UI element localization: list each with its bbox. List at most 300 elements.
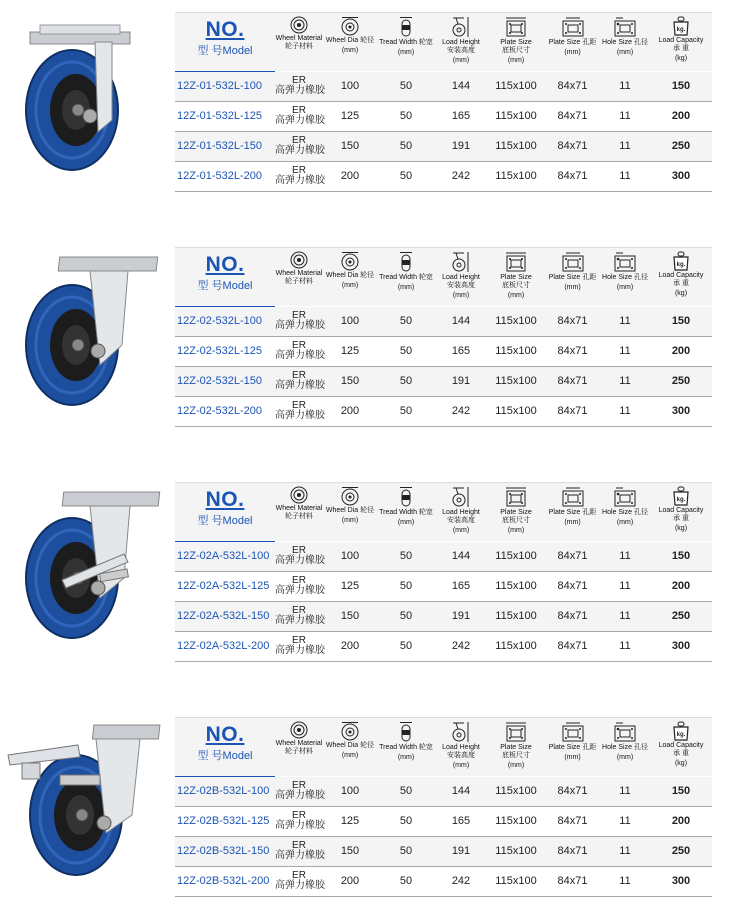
header-unit: (mm): [616, 49, 634, 56]
header-hole_plate: [545, 483, 600, 541]
material-name: 高弹力橡胶: [275, 145, 325, 156]
dia-cell: 125: [340, 815, 360, 827]
wheel-material-cell: [275, 837, 323, 866]
hole-plate-cell: 84x71: [557, 610, 588, 622]
model-number: 12Z-02B-532L-125: [177, 815, 270, 827]
plate-size-icon: [487, 721, 545, 743]
wheel-dia-icon: [323, 486, 377, 506]
hole-plate-cell: 84x71: [557, 140, 588, 152]
svg-text:kg.: kg.: [676, 262, 686, 268]
height-cell: 165: [451, 815, 471, 827]
table-row: [175, 162, 712, 192]
header-dia: [323, 483, 377, 541]
plate-cell: 115x100: [495, 375, 537, 387]
load-capacity-icon: [650, 16, 712, 36]
header-label: Load Capacity: [658, 272, 704, 279]
material-name: 高弹力橡胶: [275, 175, 325, 186]
spec-table: [175, 12, 712, 186]
material-name: 高弹力橡胶: [275, 115, 325, 126]
tread-cell: 50: [399, 375, 413, 387]
material-name: 高弹力橡胶: [275, 615, 325, 626]
plate-cell: 115x100: [495, 405, 537, 417]
material-name: 高弹力橡胶: [275, 820, 325, 831]
header-label: Load Capacity: [658, 37, 704, 44]
dia-cell: 150: [340, 845, 360, 857]
dia-cell: 200: [340, 170, 360, 182]
material-name: 高弹力橡胶: [275, 645, 325, 656]
header-label: Plate Size: [500, 744, 532, 751]
header-unit: (mm): [397, 519, 415, 526]
header-unit: (mm): [341, 752, 359, 759]
header-sublabel: 承 重: [673, 515, 689, 522]
model-header: [175, 248, 275, 306]
tread-cell: 50: [399, 580, 413, 592]
model-number: 12Z-02A-532L-125: [177, 580, 270, 592]
header-material: [275, 483, 323, 541]
tread-cell: 50: [399, 785, 413, 797]
hole-cell: 11: [619, 345, 631, 357]
height-cell: 144: [451, 315, 471, 327]
tread-cell: 50: [399, 170, 413, 182]
wheel-material-cell: [275, 72, 323, 101]
load-cell: 300: [671, 170, 691, 182]
dia-cell: 100: [340, 550, 360, 562]
model-number: 12Z-02B-532L-100: [177, 785, 270, 797]
tread-cell: 50: [399, 345, 413, 357]
hole-cell: 11: [619, 550, 631, 562]
no-title: NO.: [205, 488, 245, 511]
load-cell: 150: [671, 785, 691, 797]
header-plate: [487, 248, 545, 306]
header-hole_plate: [545, 248, 600, 306]
load-cell: 200: [671, 110, 691, 122]
hole-plate-cell: 84x71: [557, 110, 588, 122]
tread-width-icon: [377, 251, 435, 273]
model-header: [175, 13, 275, 71]
tread-cell: 50: [399, 640, 413, 652]
caster-wheel-image: [0, 470, 175, 660]
header-sublabel: 承 重: [673, 750, 689, 757]
header-unit: (mm): [397, 754, 415, 761]
table-row: [175, 777, 712, 807]
plate-size-icon: [487, 486, 545, 508]
tread-cell: 50: [399, 815, 413, 827]
table-row: [175, 602, 712, 632]
header-label: Plate Size: [500, 39, 532, 46]
model-number: 12Z-02B-532L-200: [177, 875, 270, 887]
header-label: Load Height: [442, 744, 480, 751]
caster-wheel-image: [0, 0, 175, 190]
model-label: 型 号Model: [197, 45, 253, 57]
header-sublabel: 安装高度: [447, 282, 475, 289]
header-height: [435, 248, 487, 306]
hole-plate-cell: 84x71: [557, 375, 588, 387]
model-number: 12Z-01-532L-150: [177, 140, 263, 152]
material-code: ER: [292, 165, 306, 176]
tread-cell: 50: [399, 110, 413, 122]
hole-size-icon: [600, 16, 650, 38]
header-plate: [487, 483, 545, 541]
load-cell: 250: [671, 845, 691, 857]
hole-cell: 11: [619, 140, 631, 152]
header-sublabel: 安装高度: [447, 517, 475, 524]
tread-width-icon: [377, 16, 435, 38]
table-body: [175, 777, 712, 897]
header-label: Load Height: [442, 509, 480, 516]
table-body: [175, 542, 712, 662]
table-row: [175, 367, 712, 397]
model-label: 型 号Model: [197, 515, 253, 527]
table-row: [175, 72, 712, 102]
hole-size-icon: [600, 251, 650, 273]
header-label: Wheel Dia 轮径: [325, 37, 375, 44]
tread-cell: 50: [399, 80, 413, 92]
header-label: Wheel Dia 轮径: [325, 742, 375, 749]
material-code: ER: [292, 370, 306, 381]
hole-cell: 11: [619, 315, 631, 327]
tread-cell: 50: [399, 140, 413, 152]
header-sublabel: 底板尺寸: [502, 282, 530, 289]
hole-plate-cell: 84x71: [557, 640, 588, 652]
header-unit: (kg): [674, 290, 688, 297]
header-material: [275, 718, 323, 776]
hole-cell: 11: [619, 405, 631, 417]
hole-plate-cell: 84x71: [557, 80, 588, 92]
hole-cell: 11: [619, 785, 631, 797]
wheel-material-icon: [275, 16, 323, 34]
wheel-material-cell: [275, 572, 323, 601]
hole-cell: 11: [619, 80, 631, 92]
height-cell: 242: [451, 405, 471, 417]
header-label: Load Capacity: [658, 742, 704, 749]
wheel-material-cell: [275, 777, 323, 806]
material-code: ER: [292, 545, 306, 556]
header-load: [650, 248, 712, 306]
header-label: Tread Width 轮宽: [379, 39, 433, 46]
header-dia: [323, 248, 377, 306]
wheel-material-icon: [275, 486, 323, 504]
spec-table: [175, 717, 712, 891]
model-header: [175, 483, 275, 541]
material-name: 高弹力橡胶: [275, 880, 325, 891]
tread-cell: 50: [399, 315, 413, 327]
hole-cell: 11: [619, 875, 631, 887]
hole-plate-cell: 84x71: [557, 815, 588, 827]
plate-cell: 115x100: [495, 640, 537, 652]
load-cell: 300: [671, 405, 691, 417]
header-material: [275, 248, 323, 306]
table-row: [175, 572, 712, 602]
tread-width-icon: [377, 486, 435, 508]
header-plate: [487, 718, 545, 776]
model-number: 12Z-02A-532L-100: [177, 550, 270, 562]
header-label: Load Capacity: [658, 507, 704, 514]
dia-cell: 150: [340, 375, 360, 387]
hole-plate-cell: 84x71: [557, 345, 588, 357]
header-unit: (mm): [341, 282, 359, 289]
height-cell: 191: [451, 140, 471, 152]
svg-text:kg.: kg.: [676, 732, 686, 738]
header-sublabel: 轮子材料: [285, 278, 313, 285]
header-label: Hole Size 孔径: [602, 744, 648, 751]
wheel-material-cell: [275, 162, 323, 191]
material-code: ER: [292, 840, 306, 851]
header-unit: (mm): [507, 57, 525, 64]
load-cell: 300: [671, 875, 691, 887]
load-height-icon: [435, 251, 487, 273]
dia-cell: 150: [340, 610, 360, 622]
header-dia: [323, 13, 377, 71]
header-unit: (mm): [452, 527, 470, 534]
header-sublabel: 底板尺寸: [502, 47, 530, 54]
table-row: [175, 632, 712, 662]
wheel-material-cell: [275, 632, 323, 661]
header-hole: [600, 13, 650, 71]
model-number: 12Z-02-532L-150: [177, 375, 263, 387]
table-row: [175, 867, 712, 897]
hole-size-icon: [600, 721, 650, 743]
header-unit: (kg): [674, 525, 688, 532]
model-number: 12Z-02A-532L-150: [177, 610, 270, 622]
tread-cell: 50: [399, 405, 413, 417]
header-unit: (mm): [564, 519, 581, 526]
wheel-material-cell: [275, 807, 323, 836]
header-label: Wheel Dia 轮径: [325, 272, 375, 279]
model-number: 12Z-01-532L-125: [177, 110, 263, 122]
wheel-material-cell: [275, 602, 323, 631]
material-name: 高弹力橡胶: [275, 410, 325, 421]
plate-cell: 115x100: [495, 785, 537, 797]
material-code: ER: [292, 105, 306, 116]
material-code: ER: [292, 870, 306, 881]
model-header: [175, 718, 275, 776]
plate-cell: 115x100: [495, 315, 537, 327]
table-row: [175, 102, 712, 132]
height-cell: 144: [451, 80, 471, 92]
header-load: [650, 13, 712, 71]
hole-cell: 11: [619, 640, 631, 652]
header-unit: (mm): [564, 49, 581, 56]
load-height-icon: [435, 16, 487, 38]
header-unit: (kg): [674, 760, 688, 767]
header-unit: (mm): [507, 762, 525, 769]
table-row: [175, 542, 712, 572]
model-label: 型 号Model: [197, 280, 253, 292]
material-name: 高弹力橡胶: [275, 380, 325, 391]
header-load: [650, 718, 712, 776]
table-body: [175, 307, 712, 427]
spec-table: [175, 482, 712, 656]
header-sublabel: 安装高度: [447, 47, 475, 54]
header-height: [435, 483, 487, 541]
height-cell: 191: [451, 375, 471, 387]
dia-cell: 150: [340, 140, 360, 152]
dia-cell: 125: [340, 580, 360, 592]
dia-cell: 200: [340, 875, 360, 887]
dia-cell: 100: [340, 80, 360, 92]
hole-plate-cell: 84x71: [557, 845, 588, 857]
header-unit: (mm): [452, 762, 470, 769]
plate-cell: 115x100: [495, 110, 537, 122]
hole-size-icon: [600, 486, 650, 508]
height-cell: 242: [451, 170, 471, 182]
plate-size-icon: [487, 16, 545, 38]
plate-cell: 115x100: [495, 140, 537, 152]
header-unit: (kg): [674, 55, 688, 62]
material-name: 高弹力橡胶: [275, 320, 325, 331]
plate-cell: 115x100: [495, 170, 537, 182]
wheel-material-cell: [275, 397, 323, 426]
table-body: [175, 72, 712, 192]
wheel-material-cell: [275, 867, 323, 896]
wheel-material-cell: [275, 307, 323, 336]
material-name: 高弹力橡胶: [275, 850, 325, 861]
header-dia: [323, 718, 377, 776]
header-unit: (mm): [564, 284, 581, 291]
load-cell: 150: [671, 80, 691, 92]
material-code: ER: [292, 400, 306, 411]
hole-cell: 11: [619, 375, 631, 387]
header-sublabel: 轮子材料: [285, 43, 313, 50]
header-tread: [377, 718, 435, 776]
header-label: Plate Size: [500, 509, 532, 516]
header-hole_plate: [545, 718, 600, 776]
plate-cell: 115x100: [495, 610, 537, 622]
height-cell: 165: [451, 110, 471, 122]
load-capacity-icon: [650, 251, 712, 271]
tread-cell: 50: [399, 875, 413, 887]
table-header: [175, 247, 712, 306]
tread-width-icon: [377, 721, 435, 743]
header-load: [650, 483, 712, 541]
load-cell: 200: [671, 580, 691, 592]
hole-spacing-icon: [545, 16, 600, 38]
material-name: 高弹力橡胶: [275, 790, 325, 801]
header-label: Tread Width 轮宽: [379, 274, 433, 281]
height-cell: 242: [451, 875, 471, 887]
wheel-dia-icon: [323, 16, 377, 36]
hole-plate-cell: 84x71: [557, 785, 588, 797]
wheel-material-cell: [275, 102, 323, 131]
caster-wheel-image: [0, 705, 175, 895]
material-code: ER: [292, 605, 306, 616]
material-name: 高弹力橡胶: [275, 585, 325, 596]
header-plate: [487, 13, 545, 71]
header-tread: [377, 13, 435, 71]
header-unit: (mm): [341, 517, 359, 524]
hole-cell: 11: [619, 170, 631, 182]
height-cell: 144: [451, 550, 471, 562]
plate-cell: 115x100: [495, 845, 537, 857]
header-sublabel: 底板尺寸: [502, 517, 530, 524]
hole-spacing-icon: [545, 486, 600, 508]
height-cell: 191: [451, 845, 471, 857]
no-title: NO.: [205, 18, 245, 41]
header-unit: (mm): [616, 754, 634, 761]
wheel-dia-icon: [323, 721, 377, 741]
load-cell: 150: [671, 315, 691, 327]
height-cell: 165: [451, 345, 471, 357]
load-height-icon: [435, 486, 487, 508]
wheel-dia-icon: [323, 251, 377, 271]
material-code: ER: [292, 310, 306, 321]
header-unit: (mm): [507, 292, 525, 299]
dia-cell: 100: [340, 785, 360, 797]
table-header: [175, 482, 712, 541]
table-row: [175, 397, 712, 427]
load-cell: 250: [671, 140, 691, 152]
material-code: ER: [292, 810, 306, 821]
no-title: NO.: [205, 253, 245, 276]
material-code: ER: [292, 635, 306, 646]
hole-plate-cell: 84x71: [557, 315, 588, 327]
spec-table: [175, 247, 712, 421]
load-cell: 300: [671, 640, 691, 652]
header-label: Wheel Material: [275, 740, 323, 747]
header-height: [435, 13, 487, 71]
header-label: Tread Width 轮宽: [379, 509, 433, 516]
hole-plate-cell: 84x71: [557, 405, 588, 417]
table-header: [175, 717, 712, 776]
header-sublabel: 承 重: [673, 280, 689, 287]
header-sublabel: 底板尺寸: [502, 752, 530, 759]
plate-size-icon: [487, 251, 545, 273]
header-label: Plate Size 孔距: [548, 509, 597, 516]
hole-plate-cell: 84x71: [557, 580, 588, 592]
material-code: ER: [292, 75, 306, 86]
hole-spacing-icon: [545, 721, 600, 743]
header-sublabel: 轮子材料: [285, 513, 313, 520]
header-label: Wheel Material: [275, 270, 323, 277]
header-label: Hole Size 孔径: [602, 509, 648, 516]
material-name: 高弹力橡胶: [275, 350, 325, 361]
hole-cell: 11: [619, 580, 631, 592]
model-number: 12Z-01-532L-100: [177, 80, 263, 92]
table-row: [175, 132, 712, 162]
header-label: Plate Size 孔距: [548, 274, 597, 281]
plate-cell: 115x100: [495, 80, 537, 92]
material-code: ER: [292, 575, 306, 586]
hole-plate-cell: 84x71: [557, 170, 588, 182]
table-row: [175, 837, 712, 867]
load-capacity-icon: [650, 721, 712, 741]
table-row: [175, 807, 712, 837]
load-cell: 200: [671, 345, 691, 357]
header-material: [275, 13, 323, 71]
header-label: Plate Size: [500, 274, 532, 281]
header-hole: [600, 718, 650, 776]
plate-cell: 115x100: [495, 815, 537, 827]
header-unit: (mm): [452, 57, 470, 64]
load-capacity-icon: [650, 486, 712, 506]
wheel-material-cell: [275, 337, 323, 366]
hole-cell: 11: [619, 815, 631, 827]
wheel-material-cell: [275, 367, 323, 396]
table-row: [175, 307, 712, 337]
header-tread: [377, 483, 435, 541]
material-code: ER: [292, 135, 306, 146]
header-unit: (mm): [397, 284, 415, 291]
height-cell: 144: [451, 785, 471, 797]
tread-cell: 50: [399, 845, 413, 857]
header-hole: [600, 483, 650, 541]
model-number: 12Z-02-532L-200: [177, 405, 263, 417]
dia-cell: 200: [340, 405, 360, 417]
header-height: [435, 718, 487, 776]
header-label: Wheel Dia 轮径: [325, 507, 375, 514]
wheel-material-icon: [275, 721, 323, 739]
load-cell: 250: [671, 375, 691, 387]
